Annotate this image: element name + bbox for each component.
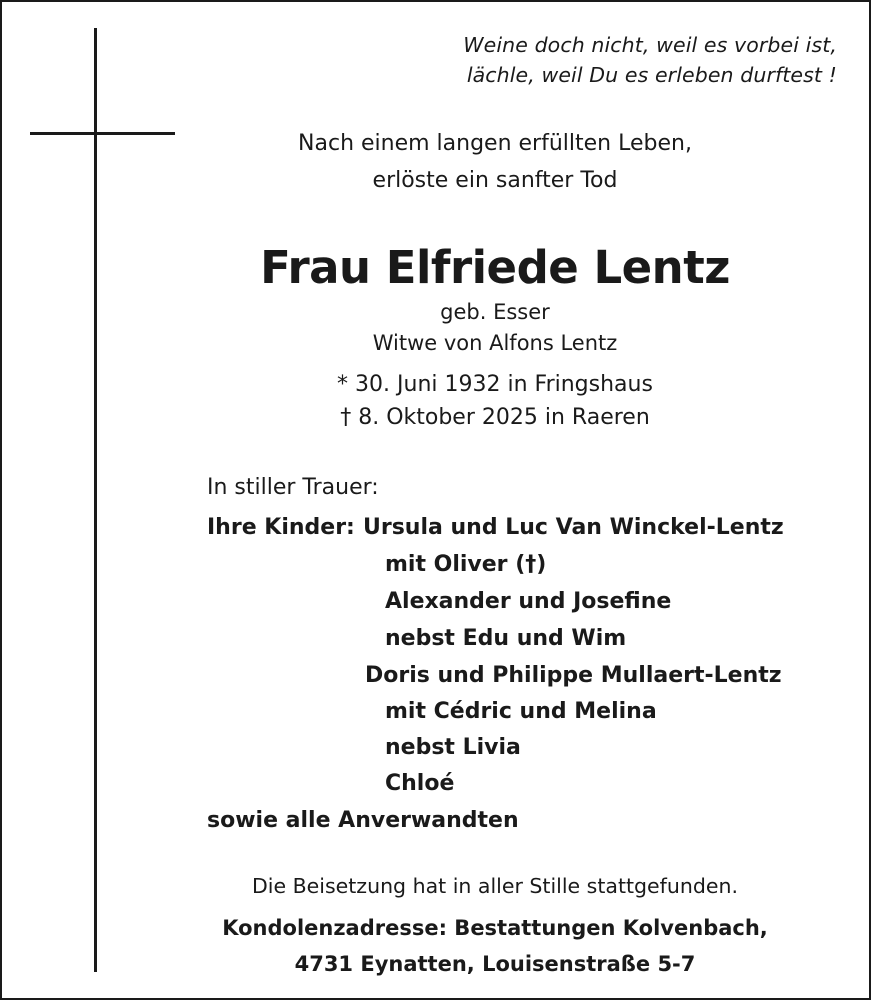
cross-icon-horizontal-bar [30, 132, 175, 135]
condolence-address [195, 910, 795, 982]
deceased-details [195, 297, 795, 359]
mourning-heading: In stiller Trauer: [207, 475, 379, 500]
funeral-note: Die Beisetzung hat in aller Stille stattgefunden. [252, 874, 738, 898]
widow-of: Witwe von Alfons Lentz [372, 331, 618, 355]
cross-icon-vertical-bar [94, 28, 97, 972]
intro-text [195, 125, 795, 199]
birth-name: geb. Esser [440, 300, 550, 324]
mourner-line: mit Cédric und Melina [385, 699, 657, 724]
children-label: Ihre Kinder: [207, 515, 355, 540]
mourner-line: Doris und Philippe Mullaert-Lentz [365, 663, 782, 688]
mourner-line: nebst Livia [385, 735, 521, 760]
death-date: † 8. Oktober 2025 in Raeren [340, 405, 650, 430]
deceased-name: Frau Elfriede Lentz [260, 241, 730, 294]
mourner-line: nebst Edu und Wim [385, 626, 627, 651]
relatives-line: sowie alle Anverwandten [207, 808, 519, 833]
mourner-line: Chloé [385, 771, 455, 796]
condolence-line-2: 4731 Eynatten, Louisenstraße 5-7 [294, 952, 696, 976]
life-dates [195, 368, 795, 434]
motto-line-1: Weine doch nicht, weil es vorbei ist, [463, 33, 837, 57]
motto-quote [463, 30, 837, 90]
mourner-line: Alexander und Josefine [385, 589, 672, 614]
mourner-line: mit Oliver (†) [385, 552, 547, 577]
birth-date: * 30. Juni 1932 in Fringshaus [337, 372, 653, 397]
mourner-line: Ursula und Luc Van Winckel-Lentz [363, 515, 784, 540]
motto-line-2: lächle, weil Du es erleben durftest ! [466, 63, 837, 87]
intro-line-1: Nach einem langen erfüllten Leben, [298, 131, 692, 156]
intro-line-2: erlöste ein sanfter Tod [372, 168, 618, 193]
condolence-line-1: Kondolenzadresse: Bestattungen Kolvenbach, [222, 916, 768, 940]
